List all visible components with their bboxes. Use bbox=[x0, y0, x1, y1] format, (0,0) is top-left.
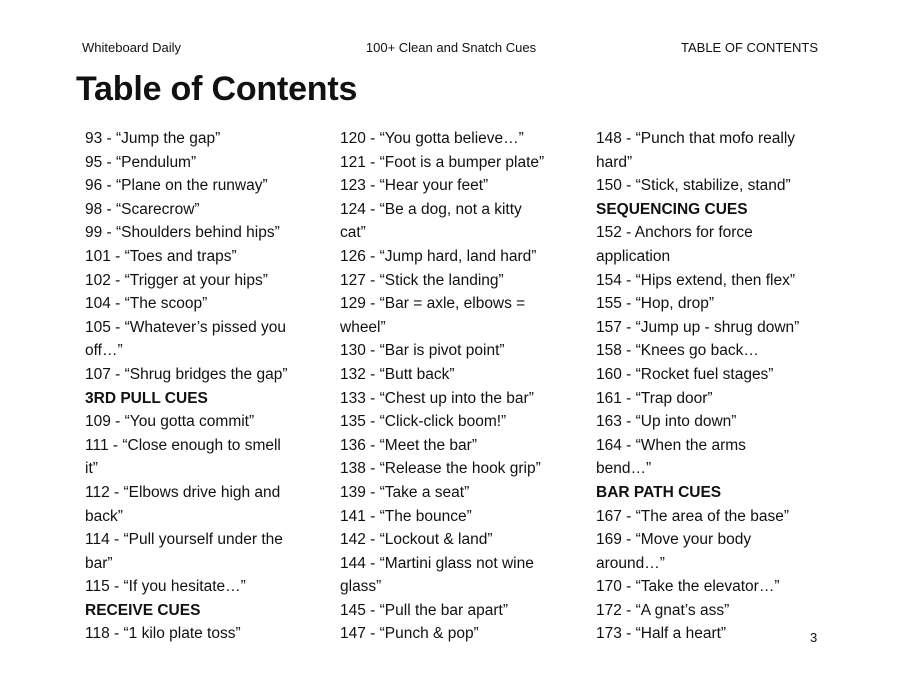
toc-entry-line: 144 - “Martini glass not wine bbox=[340, 554, 534, 572]
toc-entry-line: 161 - “Trap door” bbox=[596, 389, 713, 407]
toc-column-3 bbox=[596, 127, 836, 646]
toc-entry-line: 123 - “Hear your feet” bbox=[340, 177, 489, 195]
toc-entry-line: 173 - “Half a heart” bbox=[596, 625, 727, 643]
toc-entry-line: 154 - “Hips extend, then flex” bbox=[596, 271, 796, 289]
toc-section-heading: BAR PATH CUES bbox=[596, 483, 722, 501]
toc-entry-line: off…” bbox=[85, 342, 123, 360]
toc-entry-line: 107 - “Shrug bridges the gap” bbox=[85, 365, 288, 383]
toc-entry-line: 164 - “When the arms bbox=[596, 436, 746, 454]
toc-section-heading: RECEIVE CUES bbox=[85, 601, 201, 619]
running-header-right: TABLE OF CONTENTS bbox=[681, 40, 818, 55]
toc-entry-line: 172 - “A gnat’s ass” bbox=[596, 601, 730, 619]
toc-entry-line: 121 - “Foot is a bumper plate” bbox=[340, 153, 545, 171]
toc-entry-line: 101 - “Toes and traps” bbox=[85, 247, 237, 265]
toc-entry-line: bar” bbox=[85, 554, 113, 572]
toc-entry-line: 130 - “Bar is pivot point” bbox=[340, 342, 505, 360]
page-title: Table of Contents bbox=[76, 70, 358, 108]
toc-entry-line: 111 - “Close enough to smell bbox=[85, 436, 281, 454]
toc-entry-line: application bbox=[596, 247, 671, 265]
toc-entry-line: 157 - “Jump up - shrug down” bbox=[596, 318, 800, 336]
toc-entry-line: 145 - “Pull the bar apart” bbox=[340, 601, 509, 619]
toc-entry-line: 138 - “Release the hook grip” bbox=[340, 460, 541, 478]
toc-entry-line: 95 - “Pendulum” bbox=[85, 153, 197, 171]
toc-entry-line: 141 - “The bounce” bbox=[340, 507, 472, 525]
toc-entry-line: 135 - “Click-click boom!” bbox=[340, 413, 507, 431]
toc-entry-line: 170 - “Take the elevator…” bbox=[596, 578, 780, 596]
toc-entry-line: 142 - “Lockout & land” bbox=[340, 531, 493, 549]
toc-entry-line: 99 - “Shoulders behind hips” bbox=[85, 224, 280, 242]
toc-entry-line: 132 - “Butt back” bbox=[340, 365, 455, 383]
running-header-left: Whiteboard Daily bbox=[82, 40, 181, 55]
toc-entry-line: 147 - “Punch & pop” bbox=[340, 625, 479, 643]
toc-entry-line: 152 - Anchors for force bbox=[596, 224, 753, 242]
toc-entry-line: 160 - “Rocket fuel stages” bbox=[596, 365, 774, 383]
toc-entry-line: 163 - “Up into down” bbox=[596, 413, 737, 431]
toc-entry-line: 139 - “Take a seat” bbox=[340, 483, 470, 501]
toc-entry-line: 133 - “Chest up into the bar” bbox=[340, 389, 534, 407]
running-header-center: 100+ Clean and Snatch Cues bbox=[365, 40, 537, 55]
toc-entry-line: glass” bbox=[340, 578, 382, 596]
toc-entry-line: 112 - “Elbows drive high and bbox=[85, 483, 281, 501]
toc-entry-line: 167 - “The area of the base” bbox=[596, 507, 790, 525]
toc-entry-line: wheel” bbox=[340, 318, 386, 336]
toc-entry-line: 158 - “Knees go back… bbox=[596, 342, 759, 360]
toc-entry-line: 104 - “The scoop” bbox=[85, 295, 208, 313]
toc-entry-line: 169 - “Move your body bbox=[596, 531, 752, 549]
toc-entry-line: 105 - “Whatever’s pissed you bbox=[85, 318, 287, 336]
toc-entry-line: 96 - “Plane on the runway” bbox=[85, 177, 268, 195]
toc-entry-line: 129 - “Bar = axle, elbows = bbox=[340, 295, 526, 313]
toc-entry-line: 127 - “Stick the landing” bbox=[340, 271, 504, 289]
toc-column-1 bbox=[85, 127, 325, 646]
toc-entry-line: back” bbox=[85, 507, 123, 525]
toc-section-heading: SEQUENCING CUES bbox=[596, 200, 748, 218]
toc-entry-line: it” bbox=[85, 460, 98, 478]
toc-column-2 bbox=[340, 127, 580, 646]
toc-entry-line: bend…” bbox=[596, 460, 652, 478]
toc-entry-line: 102 - “Trigger at your hips” bbox=[85, 271, 268, 289]
toc-entry-line: 124 - “Be a dog, not a kitty bbox=[340, 200, 522, 218]
toc-entry-line: hard” bbox=[596, 153, 633, 171]
toc-entry-line: 150 - “Stick, stabilize, stand” bbox=[596, 177, 791, 195]
toc-entry-line: 118 - “1 kilo plate toss” bbox=[85, 625, 241, 643]
toc-entry-line: 98 - “Scarecrow” bbox=[85, 200, 200, 218]
toc-entry-line: 136 - “Meet the bar” bbox=[340, 436, 477, 454]
toc-entry-line: 109 - “You gotta commit” bbox=[85, 413, 255, 431]
toc-section-heading: 3RD PULL CUES bbox=[85, 389, 208, 407]
toc-entry-line: 155 - “Hop, drop” bbox=[596, 295, 715, 313]
toc-entry-line: around…” bbox=[596, 554, 665, 572]
toc-entry-line: 114 - “Pull yourself under the bbox=[85, 531, 283, 549]
toc-entry-line: 120 - “You gotta believe…” bbox=[340, 130, 524, 147]
toc-entry-line: 115 - “If you hesitate…” bbox=[85, 578, 246, 596]
toc-entry-line: cat” bbox=[340, 224, 366, 242]
page-number: 3 bbox=[810, 630, 818, 645]
toc-entry-line: 126 - “Jump hard, land hard” bbox=[340, 247, 537, 265]
toc-entry-line: 93 - “Jump the gap” bbox=[85, 130, 221, 147]
toc-entry-line: 148 - “Punch that mofo really bbox=[596, 130, 796, 147]
